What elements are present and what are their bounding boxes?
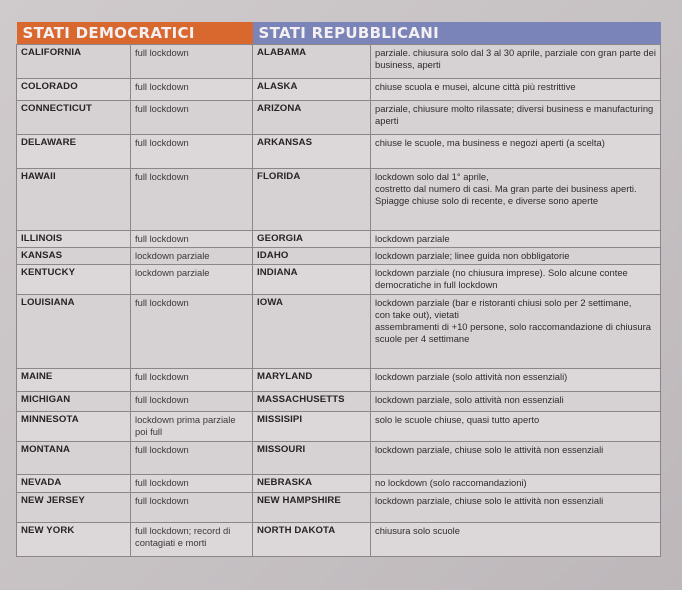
table-row xyxy=(17,523,661,557)
rep-state-cell: MISSISIPI xyxy=(253,412,371,442)
dem-status-cell: full lockdown xyxy=(131,442,253,475)
rep-note-cell: chiusura solo scuole xyxy=(371,523,661,557)
dem-status-cell: full lockdown xyxy=(131,231,253,248)
rep-state-cell: ALABAMA xyxy=(253,45,371,79)
dem-state-cell: NEW YORK xyxy=(17,523,131,557)
rep-state-cell: FLORIDA xyxy=(253,169,371,231)
dem-status-cell: lockdown parziale xyxy=(131,248,253,265)
rep-state-cell: MISSOURI xyxy=(253,442,371,475)
table-header-row xyxy=(17,22,661,45)
dem-status-cell: full lockdown xyxy=(131,475,253,493)
header-republican-states: STATI REPUBBLICANI xyxy=(253,22,661,45)
rep-note-cell: lockdown parziale xyxy=(371,231,661,248)
states-lockdown-table xyxy=(16,22,661,557)
table-row xyxy=(17,248,661,265)
rep-state-cell: ARIZONA xyxy=(253,101,371,135)
rep-note-cell: lockdown parziale (solo attività non essenziali) xyxy=(371,369,661,392)
dem-status-cell: full lockdown xyxy=(131,392,253,412)
table-row xyxy=(17,135,661,169)
rep-note-cell: lockdown parziale, chiuse solo le attività non essenziali xyxy=(371,442,661,475)
dem-status-cell: lockdown prima parziale poi full xyxy=(131,412,253,442)
dem-state-cell: MAINE xyxy=(17,369,131,392)
dem-state-cell: KENTUCKY xyxy=(17,265,131,295)
rep-note-cell: lockdown parziale (bar e ristoranti chiusi solo per 2 settimane, con take out), vietati assembramenti di +10 persone, solo raccomandazione di chiusura scuole per 4 settimane xyxy=(371,295,661,369)
rep-state-cell: IDAHO xyxy=(253,248,371,265)
dem-state-cell: ILLINOIS xyxy=(17,231,131,248)
dem-state-cell: NEW JERSEY xyxy=(17,493,131,523)
rep-note-cell: solo le scuole chiuse, quasi tutto aperto xyxy=(371,412,661,442)
rep-note-cell: parziale. chiusura solo dal 3 al 30 aprile, parziale con gran parte dei business, aperti xyxy=(371,45,661,79)
dem-status-cell: full lockdown xyxy=(131,101,253,135)
dem-status-cell: full lockdown xyxy=(131,369,253,392)
dem-status-cell: lockdown parziale xyxy=(131,265,253,295)
dem-state-cell: NEVADA xyxy=(17,475,131,493)
rep-state-cell: IOWA xyxy=(253,295,371,369)
table-row xyxy=(17,493,661,523)
table-row xyxy=(17,265,661,295)
table-row xyxy=(17,475,661,493)
rep-state-cell: INDIANA xyxy=(253,265,371,295)
rep-state-cell: MARYLAND xyxy=(253,369,371,392)
rep-note-cell: parziale, chiusure molto rilassate; diversi business e manufacturing aperti xyxy=(371,101,661,135)
dem-state-cell: CALIFORNIA xyxy=(17,45,131,79)
dem-state-cell: DELAWARE xyxy=(17,135,131,169)
rep-note-cell: lockdown parziale, chiuse solo le attività non essenziali xyxy=(371,493,661,523)
table-row xyxy=(17,101,661,135)
rep-state-cell: ARKANSAS xyxy=(253,135,371,169)
table-row xyxy=(17,392,661,412)
table-body xyxy=(17,45,661,557)
table-row xyxy=(17,295,661,369)
dem-status-cell: full lockdown xyxy=(131,45,253,79)
rep-state-cell: NORTH DAKOTA xyxy=(253,523,371,557)
dem-state-cell: CONNECTICUT xyxy=(17,101,131,135)
table-row xyxy=(17,169,661,231)
rep-note-cell: lockdown parziale (no chiusura imprese). Solo alcune contee democratiche in full lockdown xyxy=(371,265,661,295)
dem-status-cell: full lockdown xyxy=(131,493,253,523)
dem-state-cell: LOUISIANA xyxy=(17,295,131,369)
dem-state-cell: MINNESOTA xyxy=(17,412,131,442)
dem-status-cell: full lockdown xyxy=(131,135,253,169)
rep-note-cell: lockdown parziale; linee guida non obbligatorie xyxy=(371,248,661,265)
dem-status-cell: full lockdown xyxy=(131,169,253,231)
rep-state-cell: GEORGIA xyxy=(253,231,371,248)
dem-status-cell: full lockdown; record di contagiati e morti xyxy=(131,523,253,557)
rep-state-cell: MASSACHUSETTS xyxy=(253,392,371,412)
dem-state-cell: MONTANA xyxy=(17,442,131,475)
rep-state-cell: NEBRASKA xyxy=(253,475,371,493)
dem-state-cell: HAWAII xyxy=(17,169,131,231)
table-row xyxy=(17,412,661,442)
rep-note-cell: chiuse le scuole, ma business e negozi aperti (a scelta) xyxy=(371,135,661,169)
dem-status-cell: full lockdown xyxy=(131,295,253,369)
rep-note-cell: no lockdown (solo raccomandazioni) xyxy=(371,475,661,493)
table-row xyxy=(17,79,661,101)
rep-note-cell: chiuse scuola e musei, alcune città più restrittive xyxy=(371,79,661,101)
dem-state-cell: MICHIGAN xyxy=(17,392,131,412)
table-row xyxy=(17,442,661,475)
dem-state-cell: KANSAS xyxy=(17,248,131,265)
header-democratic-states: STATI DEMOCRATICI xyxy=(17,22,253,45)
rep-note-cell: lockdown solo dal 1° aprile, costretto dal numero di casi. Ma gran parte dei business aperti. Spiagge chiuse solo di recente, e diverse sono aperte xyxy=(371,169,661,231)
table-row xyxy=(17,45,661,79)
dem-state-cell: COLORADO xyxy=(17,79,131,101)
dem-status-cell: full lockdown xyxy=(131,79,253,101)
table-row xyxy=(17,369,661,392)
table-row xyxy=(17,231,661,248)
rep-note-cell: lockdown parziale, solo attività non essenziali xyxy=(371,392,661,412)
rep-state-cell: NEW HAMPSHIRE xyxy=(253,493,371,523)
rep-state-cell: ALASKA xyxy=(253,79,371,101)
